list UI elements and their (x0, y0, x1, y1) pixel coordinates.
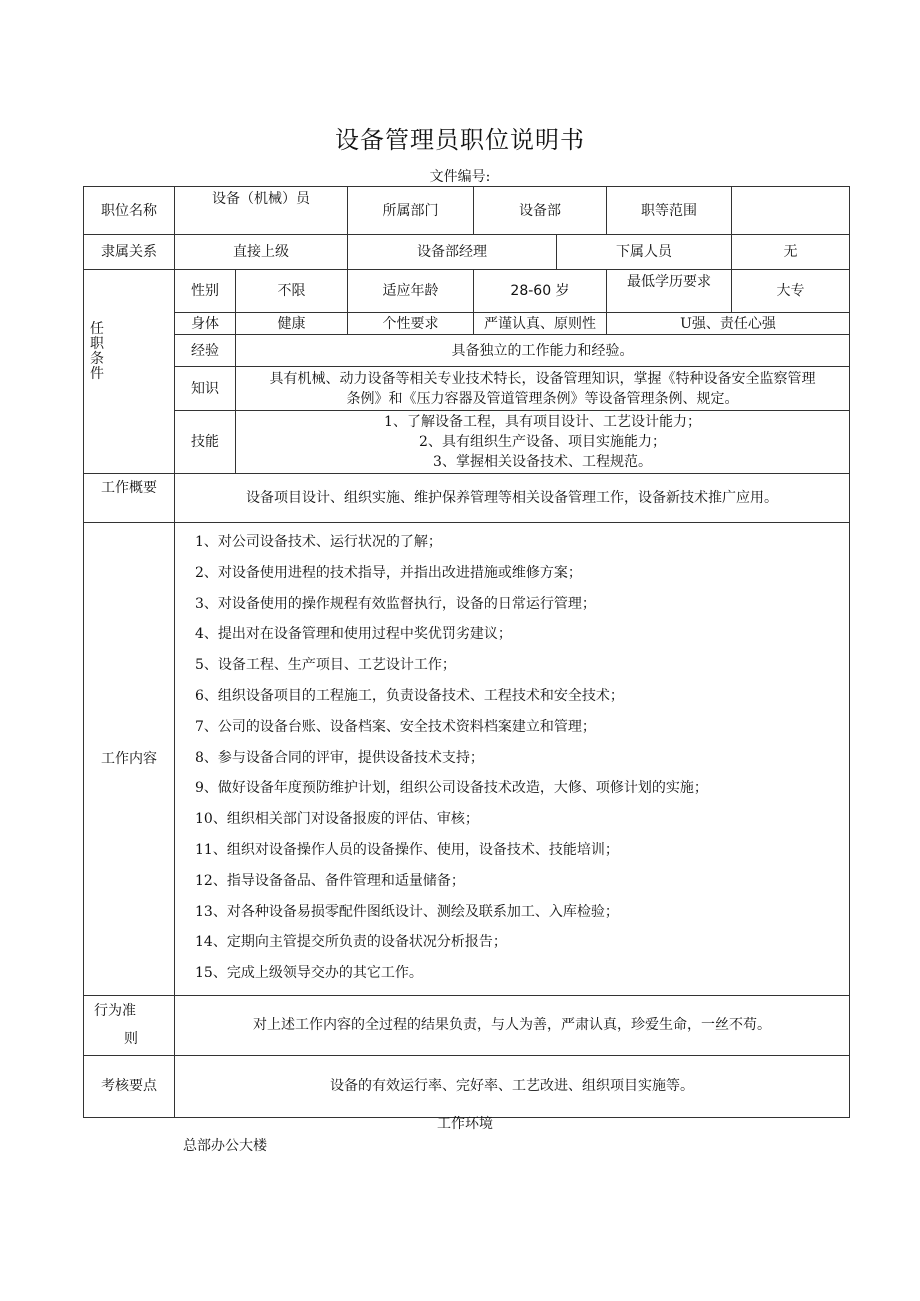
duties-label: 工作内容 (84, 523, 175, 996)
personality-label: 个性要求 (348, 313, 474, 335)
body-label: 身体 (175, 313, 236, 335)
requirements-char-4: 件 (90, 366, 104, 382)
duty-item: 8、参与设备合同的评审，提供设备技术支持； (195, 749, 484, 766)
row-position (84, 187, 850, 235)
duty-item: 11、组织对设备操作人员的设备操作、使用，设备技术、技能培训； (195, 841, 619, 858)
assessment-label: 考核要点 (84, 1055, 175, 1117)
gender-value: 不限 (236, 270, 348, 313)
row-basic-requirements (84, 270, 850, 313)
knowledge-label: 知识 (175, 367, 236, 411)
requirements-char-1: 任 (90, 321, 104, 337)
overview-label: 工作概要 (84, 474, 175, 523)
assessment-value: 设备的有效运行率、完好率、工艺改进、组织项目实施等。 (175, 1055, 850, 1117)
subordinate-value: 无 (732, 235, 850, 270)
body-value: 健康 (236, 313, 348, 335)
position-label: 职位名称 (84, 187, 175, 235)
duties-list (175, 523, 850, 996)
education-label: 最低学历要求 (607, 270, 732, 313)
document-title: 设备管理员职位说明书 (335, 126, 585, 154)
conduct-label (84, 995, 175, 1055)
duty-item: 12、指导设备备品、备件管理和适量储备； (195, 872, 465, 889)
conduct-label-line-2: 则 (124, 1031, 138, 1048)
requirements-char-2: 职 (90, 336, 104, 352)
row-experience (84, 335, 850, 367)
skill-item: 1、了解设备工程，具有项目设计、工艺设计能力； (384, 414, 701, 430)
experience-value: 具备独立的工作能力和经验。 (236, 335, 850, 367)
dept-value: 设备部 (474, 187, 607, 235)
overview-value: 设备项目设计、组织实施、维护保养管理等相关设备管理工作，设备新技术推广应用。 (175, 474, 850, 523)
skill-item: 2、具有组织生产设备、项目实施能力； (419, 434, 666, 450)
superior-label: 直接上级 (175, 235, 348, 270)
knowledge-line-1: 具有机械、动力设备等相关专业技术特长，设备管理知识，掌握《特种设备安全监察管理 (269, 370, 816, 387)
conduct-value: 对上述工作内容的全过程的结果负责，与人为善，严肃认真，珍爱生命，一丝不苟。 (175, 995, 850, 1055)
dept-label: 所属部门 (348, 187, 474, 235)
work-environment-value: 总部办公大楼 (183, 1138, 267, 1154)
duty-item: 6、组织设备项目的工程施工，负责设备技术、工程技术和安全技术； (195, 687, 624, 704)
education-value: 大专 (732, 270, 850, 313)
duty-item: 4、提出对在设备管理和使用过程中奖优罚劣建议； (195, 626, 512, 643)
row-conduct (84, 995, 850, 1055)
duty-item: 2、对设备使用进程的技术指导，并指出改进措施或维修方案； (195, 564, 582, 581)
row-overview (84, 474, 850, 523)
duty-item: 14、定期向主管提交所负责的设备状况分析报告； (195, 934, 507, 951)
gender-label: 性别 (175, 270, 236, 313)
grade-label: 职等范围 (607, 187, 732, 235)
row-assessment (84, 1055, 850, 1117)
row-duties (84, 523, 850, 996)
job-description-table (83, 186, 850, 1118)
skill-item: 3、掌握相关设备技术、工程规范。 (433, 454, 652, 470)
experience-label: 经验 (175, 335, 236, 367)
subordinate-label: 下属人员 (557, 235, 732, 270)
skills-value (236, 411, 850, 474)
relation-label: 隶属关系 (84, 235, 175, 270)
age-label: 适应年龄 (348, 270, 474, 313)
duty-item: 15、完成上级领导交办的其它工作。 (195, 965, 423, 982)
duty-item: 1、对公司设备技术、运行状况的了解； (195, 534, 442, 550)
conduct-label-line-1: 行为准 (94, 1003, 136, 1020)
grade-value (732, 187, 850, 235)
duty-item: 3、对设备使用的操作规程有效监督执行，设备的日常运行管理； (195, 595, 596, 612)
duty-item: 9、做好设备年度预防维护计划，组织公司设备技术改造，大修、项修计划的实施； (195, 780, 708, 797)
requirements-label (84, 270, 175, 474)
duty-item: 5、设备工程、生产项目、工艺设计工作； (195, 657, 456, 674)
row-knowledge (84, 367, 850, 411)
skills-label: 技能 (175, 411, 236, 474)
duty-item: 10、组织相关部门对设备报废的评估、审核； (195, 811, 479, 828)
doc-number-label: 文件编号: (429, 169, 491, 185)
personality-value-continued: U强、责任心强 (607, 313, 850, 335)
row-skills (84, 411, 850, 474)
duty-item: 7、公司的设备台账、设备档案、安全技术资料档案建立和管理； (195, 718, 596, 735)
knowledge-line-2: 条例》和《压力容器及管道管理条例》等设备管理条例、规定。 (346, 390, 739, 407)
personality-value: 严谨认真、原则性 (474, 313, 607, 335)
work-environment-label: 工作环境 (437, 1116, 493, 1132)
row-relation (84, 235, 850, 270)
requirements-char-3: 条 (90, 351, 104, 367)
position-value: 设备（机械）员 (175, 187, 348, 235)
age-value: 28-60 岁 (474, 270, 607, 313)
superior-value: 设备部经理 (348, 235, 557, 270)
knowledge-value (236, 367, 850, 411)
duty-item: 13、对各种设备易损零配件图纸设计、测绘及联系加工、入库检验； (195, 903, 619, 920)
row-body-personality (84, 313, 850, 335)
